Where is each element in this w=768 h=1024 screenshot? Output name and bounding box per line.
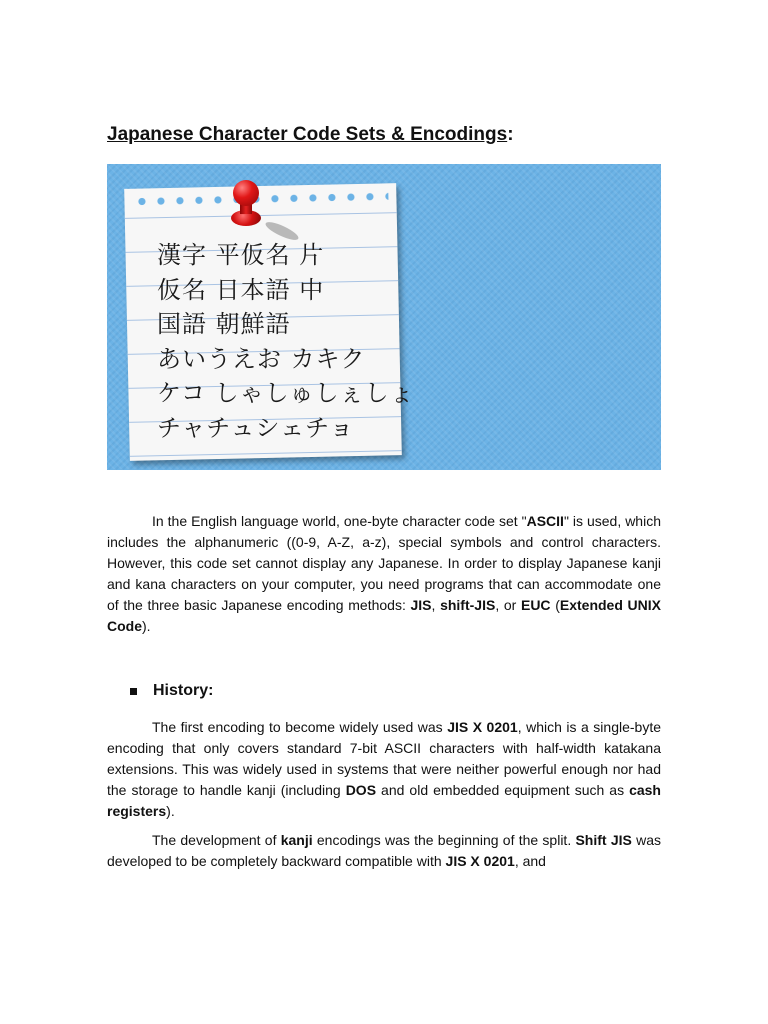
shift-jis-term: shift-JIS: [440, 597, 496, 613]
extended-unix-code-term: Extended UNIX Code: [107, 597, 661, 634]
kanji-term: kanji: [280, 832, 313, 848]
text-run: encodings was the beginning of the split.: [312, 832, 576, 848]
ascii-term: ASCII: [526, 513, 564, 529]
text-run: ).: [166, 803, 175, 819]
kana-kanji-note-image: [107, 164, 661, 470]
page-title-colon: :: [507, 124, 514, 145]
text-run: ).: [142, 618, 151, 634]
text-run: , which is a single-byte encoding that only covers standard 7-bit ASCII characters with half-width katakana extensions. This was widely used in systems that were neither powerful enough nor had the storage to handle kanji (including: [107, 719, 662, 798]
text-run: and old embedded equipment such as: [376, 782, 630, 798]
kana-line: あいうえお カキク: [157, 344, 366, 373]
kana-line: チャチュシェチョ: [157, 413, 355, 442]
intro-paragraph: [107, 511, 661, 637]
history-heading-text: History:: [153, 682, 214, 699]
kana-line: 仮名 日本語 中: [157, 275, 325, 304]
history-paragraph-1: [107, 717, 661, 822]
push-pin-head: [233, 180, 259, 206]
page-title-text: Japanese Character Code Sets & Encodings: [107, 124, 508, 145]
square-bullet-icon: [130, 688, 137, 695]
jis-term: JIS: [410, 597, 432, 613]
text-run: The development of: [152, 832, 281, 848]
kana-line: 漢字 平仮名 片: [157, 241, 325, 269]
cash-registers-term: cash registers: [107, 782, 661, 819]
dos-term: DOS: [345, 782, 377, 798]
text-run: ,: [431, 597, 441, 613]
text-run: " is used, which includes the alphanumeric ((0-9, A-Z, a-z), special symbols and control characters. However, this code set cannot display any Japanese. In order to display Japanese kanji and kana characters on your computer, you need programs that can accommodate one of the three basic Japanese encoding methods:: [107, 513, 661, 613]
text-run: was developed to be completely backward compatible with: [107, 832, 661, 869]
kana-line: ケコ しゃしゅしぇしょ: [157, 379, 415, 407]
jis-x-0201-term: JIS X 0201: [445, 853, 515, 869]
shift-jis-term: Shift JIS: [575, 832, 632, 848]
history-paragraph-2: [107, 830, 661, 872]
text-run: The first encoding to become widely used was: [152, 719, 448, 735]
text-run: , or: [495, 597, 521, 613]
text-run: In the English language world, one-byte character code set ": [152, 513, 527, 529]
history-heading: [130, 682, 213, 700]
kana-line: 国語 朝鮮語: [157, 310, 291, 338]
text-run: (: [550, 597, 560, 613]
page-title: [107, 124, 514, 146]
text-run: , and: [514, 853, 546, 869]
notepad-holes: [132, 191, 388, 206]
jis-x-0201-term: JIS X 0201: [447, 719, 518, 735]
euc-term: EUC: [520, 597, 551, 613]
handwritten-characters: [157, 238, 415, 445]
